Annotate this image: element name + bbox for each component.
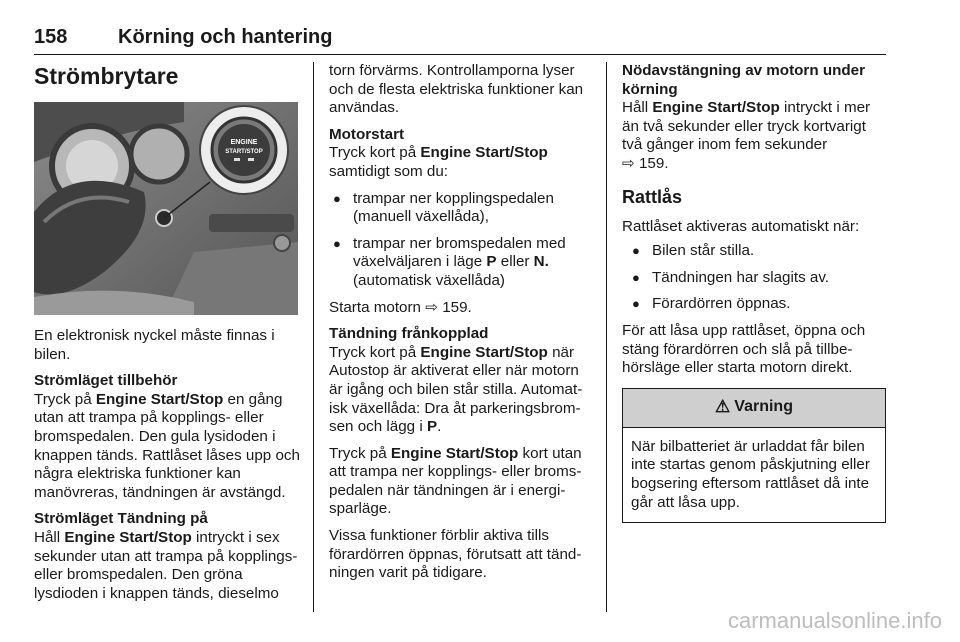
list-item: ● trampar ner kopplingspedalen (manuell växellåda),	[329, 190, 591, 227]
steering-lock-intro: Rattlåset aktiveras automatiskt när:	[622, 217, 860, 235]
page-ref-icon: ⇨	[425, 298, 438, 316]
emergency-paragraph: Nödavstängning av motorn under körning Håll Engine Start/Stop intryckt i mer än två sekunder eller tryck kortvarigt två gånger inom fem sekunder ⇨ 159.	[622, 62, 888, 174]
steering-lock-list	[622, 242, 888, 314]
start-engine-reference: Starta motorn ⇨ 159.	[329, 298, 472, 316]
button-label-line1: ENGINE	[230, 139, 258, 146]
engine-start-paragraph: Motorstart Tryck kort på Engine Start/Stop samtidigt som du:	[329, 126, 591, 182]
warning-box	[622, 388, 886, 523]
accessory-heading: Strömläget tillbehör	[34, 372, 178, 390]
list-item: ● Förardörren öppnas.	[628, 295, 888, 314]
unlock-paragraph: För att låsa upp rattlåset, öppna och stäng förardörren och slå på tillbehörsläge eller starta motorn direkt.	[622, 321, 866, 377]
dashboard-illustration	[34, 102, 298, 315]
ignition-heading: Strömläget Tändning på	[34, 510, 208, 528]
button-label-line2: START/STOP	[225, 149, 263, 155]
column-1	[34, 62, 300, 611]
ignition-paragraph: Strömläget Tändning på Håll Engine Start/Stop intryckt i sex sekunder utan att trampa på kopplings- eller bromspedalen. Den gröna lysdioden i knappen tänds, dieselmo	[34, 510, 300, 603]
functions-active-paragraph: Vissa funktioner förblir aktiva tills förardörren öppnas, förutsatt att tändningen varit på tidigare.	[329, 527, 582, 582]
warning-title: Varning	[734, 398, 793, 416]
column-divider	[606, 62, 607, 612]
chapter-title: Körning och hantering	[118, 26, 333, 48]
warning-header	[623, 389, 885, 428]
ignition-off-heading: Tändning frånkopplad	[329, 325, 489, 343]
list-item: ● trampar ner bromspedalen med växelväljaren i läge P eller N. (automatisk växellåda)	[329, 235, 591, 291]
page-number: 158	[34, 26, 68, 48]
column-2	[329, 62, 591, 591]
energy-save-paragraph: Tryck på Engine Start/Stop kort utan att trampa ner kopplings- eller bromspedalen när tändningen är i energisparläge.	[329, 444, 582, 518]
page-ref-link[interactable]: 159.	[437, 298, 472, 316]
warning-icon: ⚠	[715, 397, 731, 417]
list-item: ● Bilen står stilla.	[628, 242, 888, 261]
column-3	[622, 62, 888, 523]
accessory-paragraph: Strömläget tillbehör Tryck på Engine Start/Stop en gång utan att trampa på kopplings- eller bromspedalen. Den gula lysidoden i knappen tänds. Rattlåset låses upp och några elektriska funktioner kan manövreras, tändningen är avstängd.	[34, 372, 300, 501]
engine-start-heading: Motorstart	[329, 125, 405, 143]
page-ref-icon: ⇨	[622, 154, 635, 172]
ignition-off-paragraph: Tändning frånkopplad Tryck kort på Engine Start/Stop när Autostop är aktiverat eller när motorn är igång och bilen står stilla. Automatisk växellåda: Dra åt parkeringsbromsen och lägg i P.	[329, 325, 591, 437]
continued-text: torn förvärms. Kontrollamporna lyser och de flesta elektriska funktioner kan användas.	[329, 62, 584, 117]
list-item: ● Tändningen har slagits av.	[628, 269, 888, 288]
section-title: Strömbrytare	[34, 63, 179, 89]
page-ref-link[interactable]: 159.	[634, 154, 669, 172]
watermark: carmanualsonline.info	[727, 608, 942, 633]
dashboard-figure	[34, 102, 298, 315]
steering-lock-title: Rattlås	[622, 186, 683, 207]
start-conditions-list	[329, 190, 591, 291]
page-header	[34, 24, 886, 55]
emergency-heading: Nödavstängning av motorn under körning	[622, 62, 866, 98]
intro-text: En elektronisk nyckel måste finnas i bilen.	[34, 327, 275, 363]
column-divider	[313, 62, 314, 612]
warning-body: När bilbatteriet är urladdat får bilen inte startas genom påskjutning eller bogsering eftersom rattlåset då inte går att låsa upp.	[631, 437, 870, 511]
